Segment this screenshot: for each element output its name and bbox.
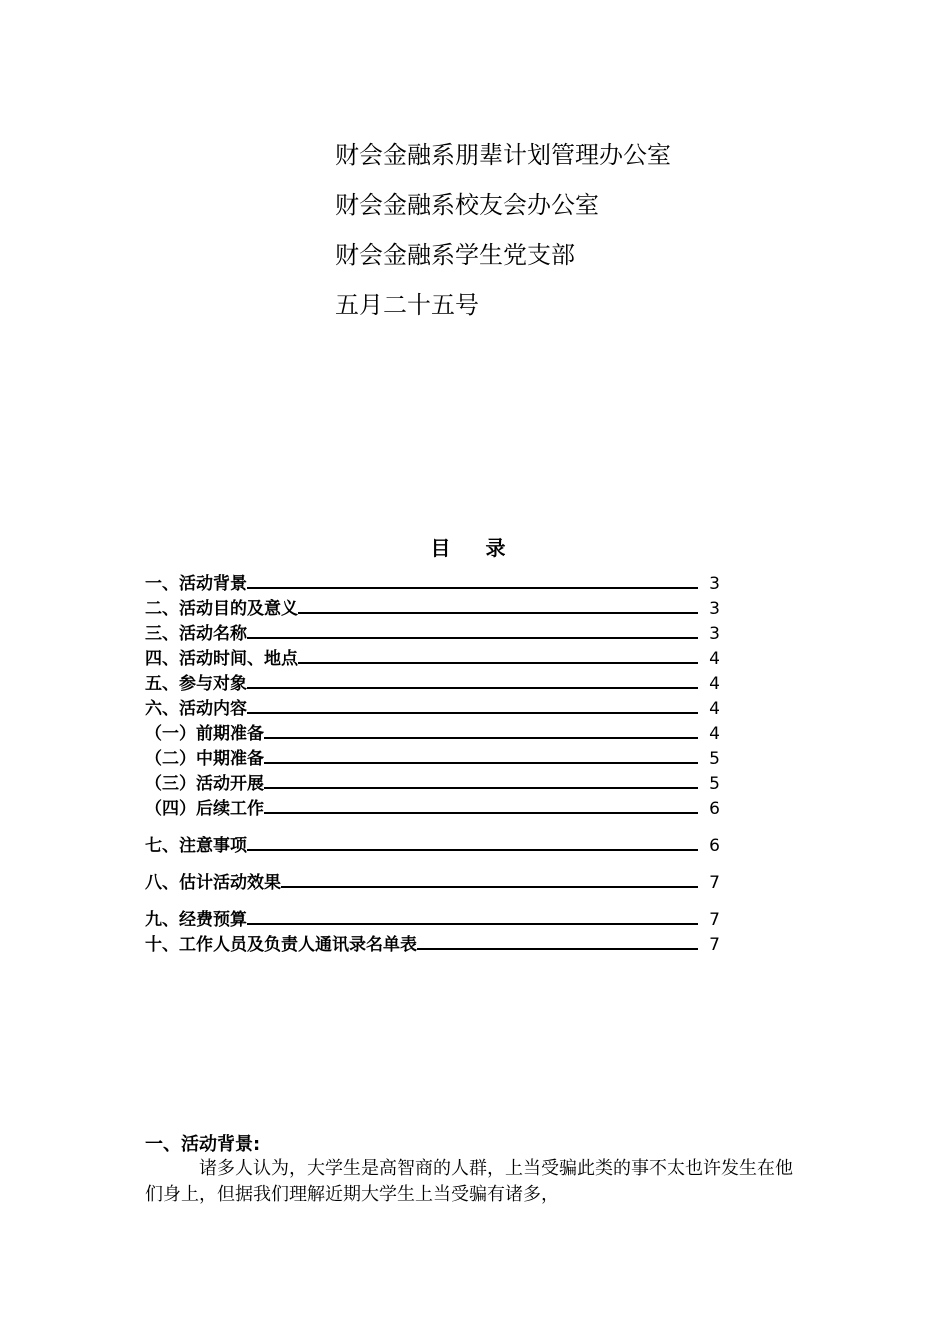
toc-item-label: （四）后续工作 (145, 799, 264, 819)
toc-item-page: 5 (709, 749, 720, 769)
toc-item-label: 十、工作人员及负责人通讯录名单表 (145, 935, 417, 955)
toc-item[interactable] (145, 772, 720, 797)
toc-leader (247, 687, 698, 689)
toc-item-label: （三）活动开展 (145, 774, 264, 794)
toc-item-label: 三、活动名称 (145, 624, 247, 644)
toc-item-label: （一）前期准备 (145, 724, 264, 744)
toc-item[interactable] (145, 672, 720, 697)
toc-leader (264, 737, 698, 739)
toc-item[interactable] (145, 622, 720, 647)
table-of-contents (145, 572, 720, 958)
toc-item-page: 4 (709, 699, 720, 719)
toc-item-page: 5 (709, 774, 720, 794)
toc-leader (298, 612, 698, 614)
toc-item[interactable] (145, 647, 720, 672)
toc-item-label: （二）中期准备 (145, 749, 264, 769)
toc-item-page: 7 (709, 873, 720, 893)
organizer-line: 财会金融系朋辈计划管理办公室 (335, 141, 671, 169)
toc-item-label: 九、经费预算 (145, 910, 247, 930)
toc-leader (247, 712, 698, 714)
toc-item-page: 6 (709, 836, 720, 856)
body-paragraph: 诸多人认为，大学生是高智商的人群，上当受骗此类的事不太也许发生在他们身上，但据我们理解近期大学生上当受骗有诸多， (145, 1158, 793, 1205)
toc-leader (417, 948, 698, 950)
toc-item-page: 3 (709, 624, 720, 644)
toc-leader (264, 787, 698, 789)
toc-item[interactable] (145, 697, 720, 722)
toc-item[interactable] (145, 908, 720, 933)
organizer-line: 财会金融系校友会办公室 (335, 191, 599, 219)
toc-item[interactable] (145, 797, 720, 822)
date-line: 五月二十五号 (335, 291, 479, 319)
toc-leader (264, 762, 698, 764)
toc-item-label: 一、活动背景 (145, 574, 247, 594)
toc-leader (298, 662, 698, 664)
toc-title: 目 录 (430, 536, 520, 560)
toc-item-label: 四、活动时间、地点 (145, 649, 298, 669)
toc-item-page: 3 (709, 574, 720, 594)
toc-item-page: 4 (709, 674, 720, 694)
organizer-block (335, 130, 671, 330)
toc-item[interactable] (145, 722, 720, 747)
toc-leader (247, 849, 698, 851)
toc-leader (247, 587, 698, 589)
organizer-line: 财会金融系学生党支部 (335, 241, 575, 269)
toc-item-label: 六、活动内容 (145, 699, 247, 719)
toc-item-page: 6 (709, 799, 720, 819)
toc-item[interactable] (145, 871, 720, 896)
toc-item-page: 4 (709, 724, 720, 744)
toc-item[interactable] (145, 933, 720, 958)
toc-item-page: 3 (709, 599, 720, 619)
toc-item[interactable] (145, 572, 720, 597)
toc-item-label: 二、活动目的及意义 (145, 599, 298, 619)
toc-item[interactable] (145, 834, 720, 859)
toc-item-label: 五、参与对象 (145, 674, 247, 694)
toc-leader (281, 886, 698, 888)
toc-item-label: 八、估计活动效果 (145, 873, 281, 893)
toc-item-label: 七、注意事项 (145, 836, 247, 856)
toc-leader (247, 923, 698, 925)
toc-leader (247, 637, 698, 639)
toc-item-page: 4 (709, 649, 720, 669)
toc-item[interactable] (145, 747, 720, 772)
toc-item-page: 7 (709, 935, 720, 955)
section-heading: 一、活动背景: (145, 1134, 261, 1155)
toc-item[interactable] (145, 597, 720, 622)
toc-leader (264, 812, 698, 814)
toc-item-page: 7 (709, 910, 720, 930)
